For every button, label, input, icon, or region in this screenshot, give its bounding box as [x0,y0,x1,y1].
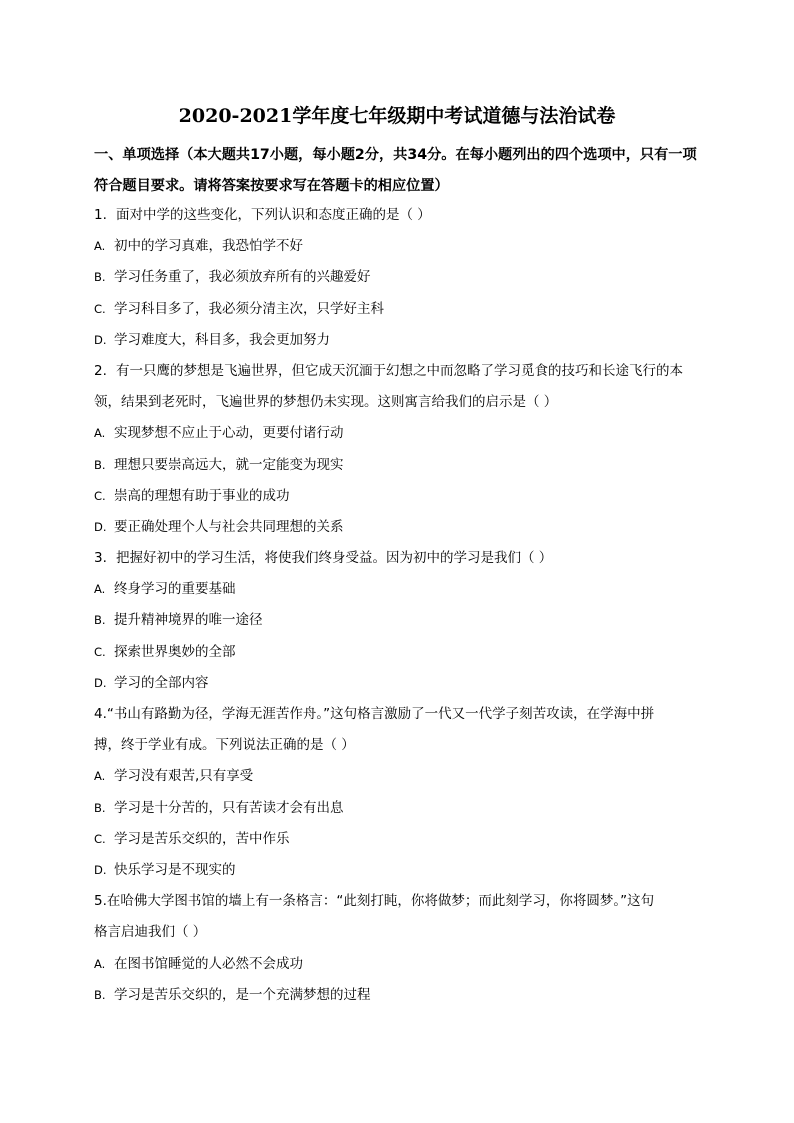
option-letter: C. [94,488,106,503]
question-3-option-d [94,668,706,699]
question-2-option-d [94,512,706,543]
question-3-option-c [94,637,706,668]
option-letter: A. [94,769,106,784]
question-5-stem [94,886,706,917]
question-4-option-d [94,855,706,886]
section-instructions [94,140,704,202]
option-letter: B. [94,457,106,472]
option-letter: B. [94,270,106,285]
question-4-number: 4. [94,706,107,722]
option-letter: D. [94,675,107,690]
option-letter: C. [94,301,106,316]
option-text: 学习是十分苦的，只有苦读才会有出息 [114,799,344,816]
question-5-option-a [94,949,706,980]
question-5-option-b [94,980,706,1011]
option-letter: A. [94,239,106,254]
question-3-number: 3. [94,550,107,567]
question-2-number: 2. [94,362,107,379]
option-text: 学习没有艰苦,只有享受 [114,768,254,785]
option-letter: B. [94,987,106,1002]
option-text: 学习任务重了，我必须放弃所有的兴趣爱好 [114,269,371,286]
question-3-text: 把握好初中的学习生活，将使我们终身受益。因为初中的学习是我们（ ） [116,550,553,567]
option-letter: A. [94,956,106,971]
option-text: 理想只要崇高远大，就一定能变为现实 [114,456,344,473]
question-4-stem [94,699,706,730]
question-2-option-c [94,481,706,512]
question-1-number: 1. [94,207,107,223]
option-text: 学习是苦乐交织的，是一个充满梦想的过程 [114,986,371,1003]
option-text: 探索世界奥妙的全部 [114,643,236,660]
page-title: 2020-2021学年度七年级期中考试道德与法治试卷 [178,105,616,127]
question-1-text: 面对中学的这些变化，下列认识和态度正确的是（ ） [116,207,431,223]
question-4-text-line-2: 搏，终于学业有成。下列说法正确的是（ ） [94,737,355,754]
question-list [94,200,706,1011]
option-text: 学习的全部内容 [114,674,209,691]
option-text: 崇高的理想有助于事业的成功 [114,487,290,504]
question-2-option-b [94,450,706,481]
option-text: 学习难度大，科目多，我会更加努力 [114,331,330,348]
question-4-option-a [94,761,706,792]
section-instructions-line-1: 一、单项选择（本大题共17小题，每小题2分，共34分。在每小题列出的四个选项中，只有一项 [94,147,697,163]
option-text: 在图书馆睡觉的人必然不会成功 [114,955,303,972]
option-letter: A. [94,426,106,441]
question-1-option-d [94,325,706,356]
question-2-text-line-1: 有一只鹰的梦想是飞遍世界，但它成天沉湎于幻想之中而忽略了学习觅食的技巧和长途飞行的本 [116,362,683,379]
question-3-option-a [94,574,706,605]
option-letter: D. [94,862,107,877]
option-letter: C. [94,644,106,659]
option-text: 学习科目多了，我必须分清主次，只学好主科 [114,300,384,317]
option-text: 要正确处理个人与社会共同理想的关系 [114,518,344,535]
option-text: 实现梦想不应止于心动，更要付诸行动 [114,425,344,442]
option-letter: D. [94,519,107,534]
question-2-stem [94,356,706,387]
option-text: 初中的学习真难，我恐怕学不好 [114,238,303,255]
option-letter: C. [94,831,106,846]
question-4-option-c [94,824,706,855]
option-text: 快乐学习是不现实的 [114,861,236,878]
question-5-number: 5. [94,893,107,910]
option-letter: A. [94,582,106,597]
question-1-option-b [94,262,706,293]
question-2-text-line-2: 领，结果到老死时，飞遍世界的梦想仍未实现。这则寓言给我们的启示是（ ） [94,394,558,411]
question-5-text-line-1: 在哈佛大学图书馆的墙上有一条格言：“此刻打盹，你将做梦；而此刻学习，你将圆梦。”这句 [106,893,655,910]
question-1-stem [94,200,706,231]
question-4-text-line-1: “书山有路勤为径，学海无涯苦作舟。”这句格言激励了一代又一代学子刻苦攻读，在学海中拼 [106,706,655,722]
question-2-option-a [94,418,706,449]
option-letter: B. [94,800,106,815]
option-text: 学习是苦乐交织的，苦中作乐 [114,830,290,847]
option-text: 提升精神境界的唯一途径 [114,612,263,629]
question-1-option-c [94,294,706,325]
question-3-stem [94,543,706,574]
question-5-text-line-2: 格言启迪我们（ ） [94,924,207,941]
question-4-option-b [94,793,706,824]
question-1-option-a [94,231,706,262]
option-letter: D. [94,332,107,347]
question-3-option-b [94,605,706,636]
option-text: 终身学习的重要基础 [114,581,236,598]
option-letter: B. [94,613,106,628]
section-instructions-line-2: 符合题目要求。请将答案按要求写在答题卡的相应位置） [94,178,449,194]
